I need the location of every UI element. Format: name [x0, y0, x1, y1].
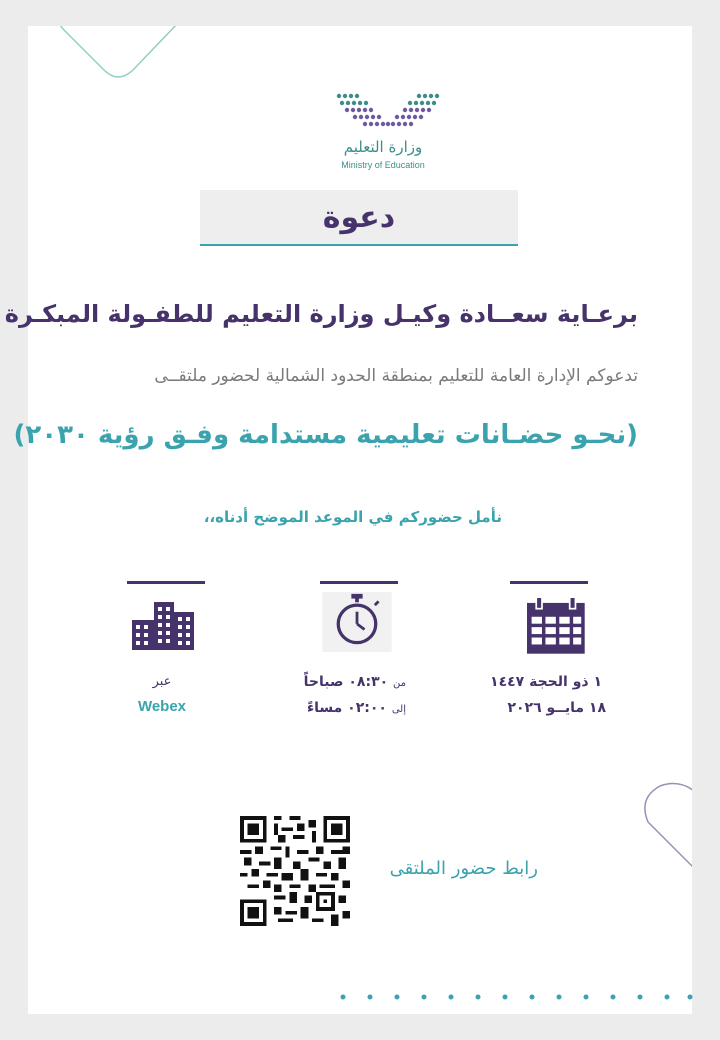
qr-link-label: رابط حضور الملتقى	[389, 858, 538, 879]
ministry-logo-mark	[333, 90, 443, 132]
ministry-logo	[328, 90, 448, 178]
time-to-label: إلى	[391, 704, 406, 715]
invitation-card	[4, 26, 692, 1014]
venue-platform: Webex	[137, 698, 187, 715]
venue-via: عبر	[152, 674, 172, 689]
date-hijri: ١ ذو الحجة ١٤٤٧	[490, 674, 602, 690]
time-from-value: ٠٨:٣٠ صباحاً	[303, 674, 389, 690]
invites-text: تدعوكم الإدارة العامة للتعليم بمنطقة الحدود الشمالية لحضور ملتقــى	[154, 366, 638, 386]
time-to	[307, 700, 406, 716]
time-divider	[320, 581, 398, 584]
date-divider	[510, 581, 588, 584]
attendance-request: نأمل حضوركم في الموعد الموضح أدناه،،	[203, 508, 502, 526]
event-name: (نحـو حضـانات تعليمية مستدامة وفـق رؤية ٢٠٣٠)	[13, 420, 638, 450]
date-gregorian: ١٨ مايــو ٢٠٢٦	[507, 700, 606, 716]
decorative-dots	[340, 990, 700, 1004]
calendar-icon	[522, 596, 592, 656]
venue-divider	[127, 581, 205, 584]
logo-arabic-text: وزارة التعليم	[343, 138, 423, 156]
logo-english-text: Ministry of Education	[341, 160, 425, 170]
title-box	[200, 190, 518, 246]
patronage-text: برعـاية سعــادة وكيـل وزارة التعليم للطفـولة المبكـرة	[4, 300, 638, 328]
buildings-icon	[130, 596, 200, 656]
stopwatch-icon	[322, 592, 392, 652]
time-from	[304, 674, 406, 690]
time-to-value: ٠٢:٠٠ مساءً	[306, 700, 387, 716]
time-from-label: من	[393, 678, 406, 689]
qr-code-icon[interactable]	[240, 816, 350, 926]
invitation-title: دعوة	[322, 199, 396, 235]
